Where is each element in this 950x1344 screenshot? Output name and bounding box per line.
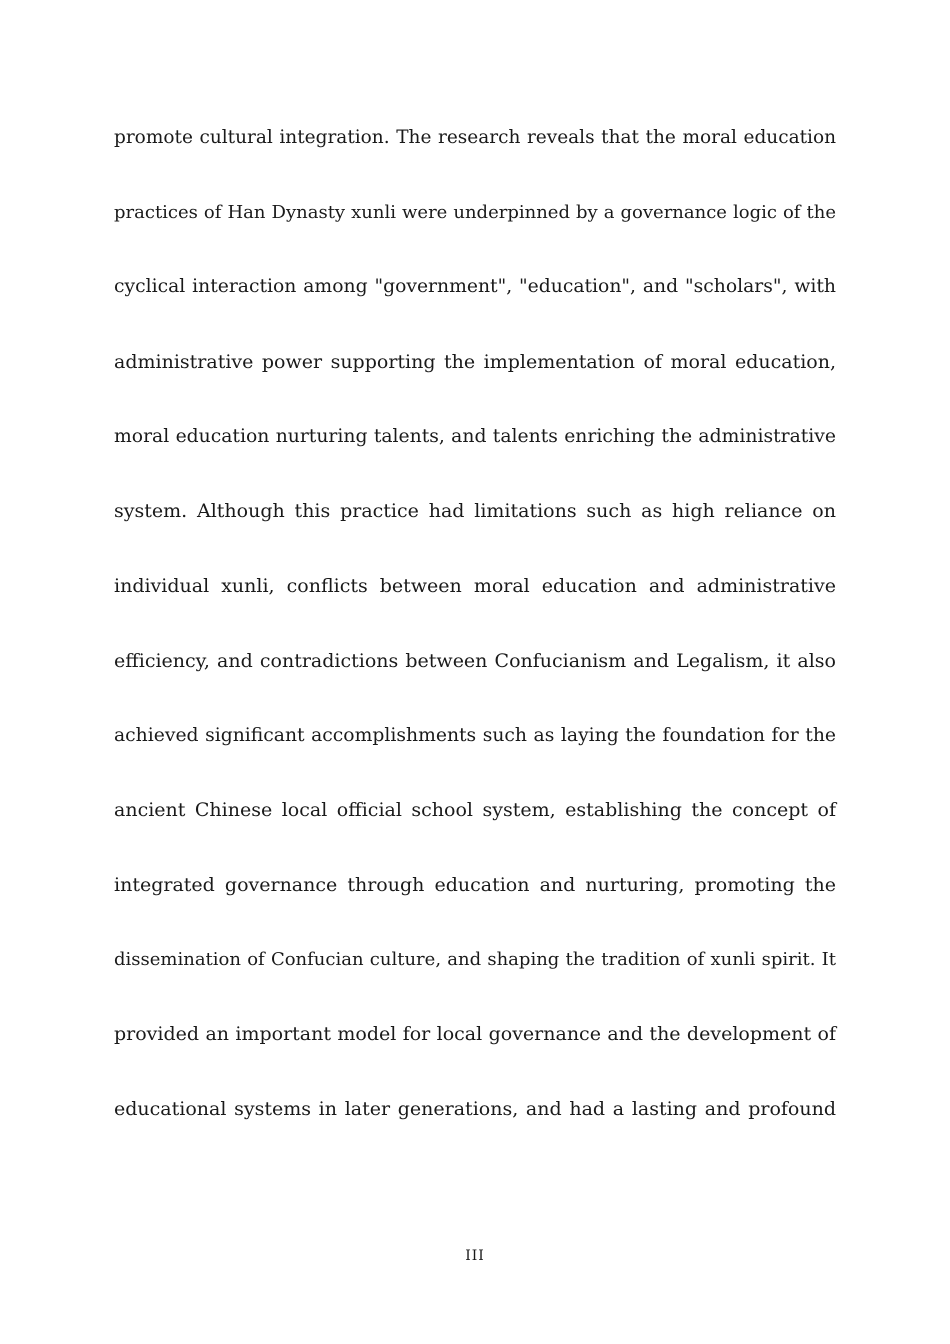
body-line: practices of Han Dynasty xunli were underpinned by a governance logic of the <box>114 201 836 223</box>
body-line: administrative power supporting the implementation of moral education, <box>114 351 836 374</box>
body-line: individual xunli, conflicts between moral education and administrative <box>114 575 836 598</box>
body-line: efficiency, and contradictions between Confucianism and Legalism, it also <box>114 649 836 672</box>
body-line: ancient Chinese local official school system, establishing the concept of <box>114 799 836 822</box>
body-line: educational systems in later generations, and had a lasting and profound <box>114 1097 836 1120</box>
body-line: system. Although this practice had limitations such as high reliance on <box>114 500 836 523</box>
body-line: achieved significant accomplishments such as laying the foundation for the <box>114 724 836 746</box>
abstract-body <box>114 119 836 1165</box>
body-line: provided an important model for local governance and the development of <box>114 1023 836 1046</box>
body-line: dissemination of Confucian culture, and shaping the tradition of xunli spirit. It <box>114 948 836 970</box>
body-line: cyclical interaction among "government", "education", and "scholars", with <box>114 276 836 298</box>
body-line: promote cultural integration. The research reveals that the moral education <box>114 127 836 148</box>
page-number: III <box>465 1248 485 1264</box>
body-line: moral education nurturing talents, and talents enriching the administrative <box>114 425 836 447</box>
body-line: integrated governance through education and nurturing, promoting the <box>114 873 836 896</box>
